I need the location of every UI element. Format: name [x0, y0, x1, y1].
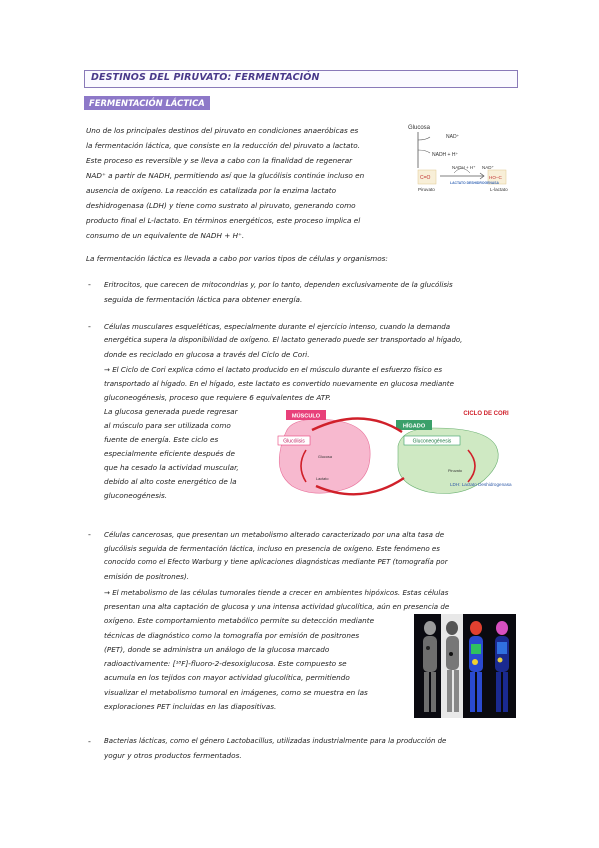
intro-line: producto final el L-lactato. En términos energéticos, este proceso implica el [86, 216, 361, 225]
pet-line: acumula en los tejidos con mayor actividad glucolítica, permitiendo [104, 673, 350, 682]
piruvato-co: C=O [420, 175, 431, 181]
fig1-nadh: NADH + H⁺ [432, 152, 459, 158]
fig1-nad2: NAD⁺ [482, 165, 494, 170]
cori-line: gluconeogénesis, proceso que requiere 6 equivalentes de ATP. [104, 393, 331, 402]
intro-line: consumo de un equivalente de NADH + H⁺. [86, 231, 245, 240]
hipoxia-line: presentan una alta captación de glucosa y una intensa actividad glucolítica, aún en presencia de [104, 602, 450, 611]
glucolisis-label: Glucólisis [283, 438, 305, 445]
bullet-musculares-line: donde es reciclado en glucosa a través del Ciclo de Cori. [104, 350, 310, 359]
muscle-lactato: Lactato [316, 477, 329, 481]
cori-title: CICLO DE CORI [463, 411, 509, 417]
cori-cycle-figure [272, 406, 516, 502]
hipoxia-line: oxígeno. Este comportamiento metabólico permite su detección mediante [104, 616, 375, 625]
bullet-musculares-line: energética supera la disponibilidad de oxígeno. El lactato generado puede ser transportado al hígado, [104, 336, 463, 344]
pet-line: exploraciones PET incluidas en las diapositivas. [104, 702, 277, 711]
bullet-eritrocitos-line: seguida de fermentación láctica para obtener energía. [104, 295, 303, 304]
pet-line: (PET), donde se administra un análogo de la glucosa marcado [104, 645, 330, 654]
pet-line: radioactivamente: [¹⁸F]-fluoro-2-desoxiglucosa. Este compuesto se [104, 659, 347, 668]
hipoxia-line: → El metabolismo de las células tumorales tiende a crecer en ambientes hipóxicos. Estas células [104, 588, 449, 597]
bullet-musculares-line: Células musculares esqueléticas, especialmente durante el ejercicio intenso, cuando la demanda [104, 322, 451, 331]
bullet-dash: - [88, 322, 91, 331]
pet-scan-white [441, 614, 463, 718]
bullet-eritrocitos-line: Eritrocitos, que carecen de mitocondrias y, por lo tanto, dependen exclusivamente de la glucólisis [104, 280, 453, 289]
fig1-nadh-arrow [418, 150, 430, 153]
ldh-legend: LDH: Lactato Deshidrogenasa [450, 482, 512, 487]
intro-line: Este proceso es reversible y se lleva a cabo con la finalidad de regenerar [86, 156, 353, 165]
pet-line: visualizar el metabolismo tumoral en imágenes, como se muestra en las [104, 688, 368, 697]
cori-left-line: debido al alto coste energético de la [104, 477, 237, 486]
cori-left-line: que ha cesado la actividad muscular, [104, 463, 239, 472]
fig1-llactato: L-lactato [490, 187, 508, 192]
intro-line: la fermentación láctica, que consiste en la reducción del piruvato a lactato. [86, 141, 361, 150]
section-heading: FERMENTACIÓN LÁCTICA [84, 96, 210, 110]
higado-label: HÍGADO [402, 423, 426, 430]
intro-line: ausencia de oxígeno. La reacción es catalizada por la enzima lactato [86, 186, 337, 195]
fig1-glucosa: Glucosa [408, 125, 431, 131]
cori-left-line: La glucosa generada puede regresar [104, 407, 238, 416]
fig1-nad-arrow [418, 137, 430, 140]
gluconeogenesis-label: Gluconeogénesis [412, 438, 452, 445]
bullet-dash: - [88, 737, 91, 746]
cori-left-line: fuente de energía. Este ciclo es [104, 435, 219, 444]
intro-line: deshidrogenasa (LDH) y tiene como sustrato al piruvato, generando como [86, 201, 356, 210]
bullet-bacterias-line: yogur y otros productos fermentados. [104, 751, 242, 760]
reaction-figure [404, 120, 516, 196]
page-title-bar [84, 70, 518, 88]
intro-line: Uno de los principales destinos del piruvato en condiciones anaeróbicas es [86, 126, 359, 135]
bullet-cancer-line: glucólisis seguida de fermentación láctica, incluso en presencia de oxígeno. Este fenómeno es [104, 544, 440, 553]
cori-line: transportado al hígado. En el hígado, este lactato es convertido nuevamente en glucosa mediante [104, 379, 454, 388]
muscle-glucosa: Glucosa [318, 455, 332, 459]
bullet-dash: - [88, 280, 91, 289]
intro-line: NAD⁺ a partir de NADH, permitiendo así que la glucólisis continúe incluso en [86, 171, 365, 180]
liver-piruvato: Piruvato [448, 469, 462, 473]
page-title: DESTINOS DEL PIRUVATO: FERMENTACIÓN [91, 72, 320, 83]
cori-left-line: especialmente eficiente después de [104, 449, 235, 458]
pet-line: técnicas de diagnóstico como la tomografía por emisión de positrones [104, 631, 360, 640]
bullet-cancer-line: emisión de positrones). [104, 572, 190, 581]
bullet-bacterias-line: Bacterias lácticas, como el género Lactobacillus, utilizadas industrialmente para la producción de [104, 737, 447, 745]
bullet-cancer-line: conocido como el Efecto Warburg y tiene aplicaciones diagnósticas mediante PET (tomografía por [104, 558, 448, 566]
bullet-dash: - [88, 530, 91, 539]
cori-left-line: al músculo para ser utilizada como [104, 421, 231, 430]
musculo-label: MÚSCULO [291, 413, 321, 420]
pet-scan-figure [414, 614, 516, 718]
cori-left-line: gluconeogénesis. [104, 491, 168, 500]
fig1-piruvato: Piruvato [418, 187, 435, 192]
bullet-cancer-line: Células cancerosas, que presentan un metabolismo alterado caracterizado por una alta tasa de [104, 530, 445, 539]
lead-sentence: La fermentación láctica es llevada a cabo por varios tipos de células y organismos: [86, 254, 388, 263]
fig1-nad: NAD⁺ [446, 134, 460, 140]
cori-line: → El Ciclo de Cori explica cómo el lactato producido en el músculo durante el esfuerzo físico es [104, 365, 443, 374]
fig1-ldh: LACTATO DESHIDROGENASA [450, 181, 499, 185]
fig1-nadh2: NADH + H⁺ [452, 165, 476, 170]
lactato-hoch: HO–C [489, 175, 502, 180]
